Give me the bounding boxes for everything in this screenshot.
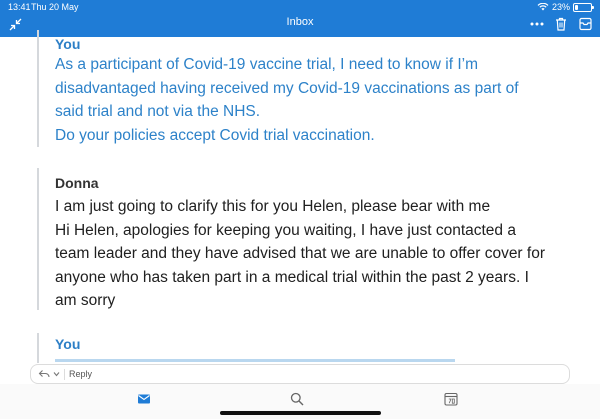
message-sender: Donna — [55, 175, 99, 191]
message-donna — [37, 168, 587, 310]
message-line: I am just going to clarify this for you Helen, please bear with me — [55, 198, 491, 215]
message-sender: You — [55, 36, 81, 52]
reply-field[interactable] — [30, 364, 570, 384]
message-line: am sorry — [55, 292, 116, 309]
message-you — [37, 30, 587, 147]
reply-placeholder: Reply — [69, 369, 93, 379]
wifi-icon — [537, 3, 549, 11]
status-date: Thu 20 May — [31, 2, 79, 12]
reply-icon[interactable] — [38, 369, 50, 379]
message-line: said trial and not via the NHS. — [55, 103, 261, 120]
home-indicator[interactable] — [220, 411, 381, 415]
message-you-partial — [37, 333, 587, 363]
folder-icon[interactable] — [579, 17, 592, 31]
message-text-cutoff — [55, 359, 455, 362]
message-sender: You — [55, 336, 81, 352]
inbox-title: Inbox — [286, 16, 314, 28]
more-icon[interactable] — [530, 19, 544, 29]
status-indicators — [537, 2, 592, 12]
message-line: anyone who has taken part in a medical trial within the past 2 years. I — [55, 268, 529, 286]
message-line: disadvantaged having received my Covid-19 vaccinations as part of — [55, 79, 519, 97]
battery-level — [575, 5, 578, 10]
message-line: Do your policies accept Covid trial vaccination. — [55, 126, 375, 144]
battery-percent: 23% — [551, 2, 570, 12]
message-line: Hi Helen, apologies for keeping you waiting, I have just contacted a — [55, 221, 516, 239]
calendar-icon[interactable] — [444, 392, 458, 406]
battery-icon — [573, 3, 592, 12]
trash-icon[interactable] — [555, 17, 567, 31]
chevron-down-icon[interactable] — [53, 371, 60, 377]
mail-icon[interactable] — [137, 392, 151, 406]
status-time: 13:41 — [8, 2, 31, 12]
search-icon[interactable] — [290, 392, 304, 406]
message-line: As a participant of Covid-19 vaccine trial, I need to know if I’m — [55, 56, 479, 73]
message-line: team leader and they have advised that we are unable to offer cover for — [55, 245, 545, 262]
divider — [64, 369, 65, 380]
